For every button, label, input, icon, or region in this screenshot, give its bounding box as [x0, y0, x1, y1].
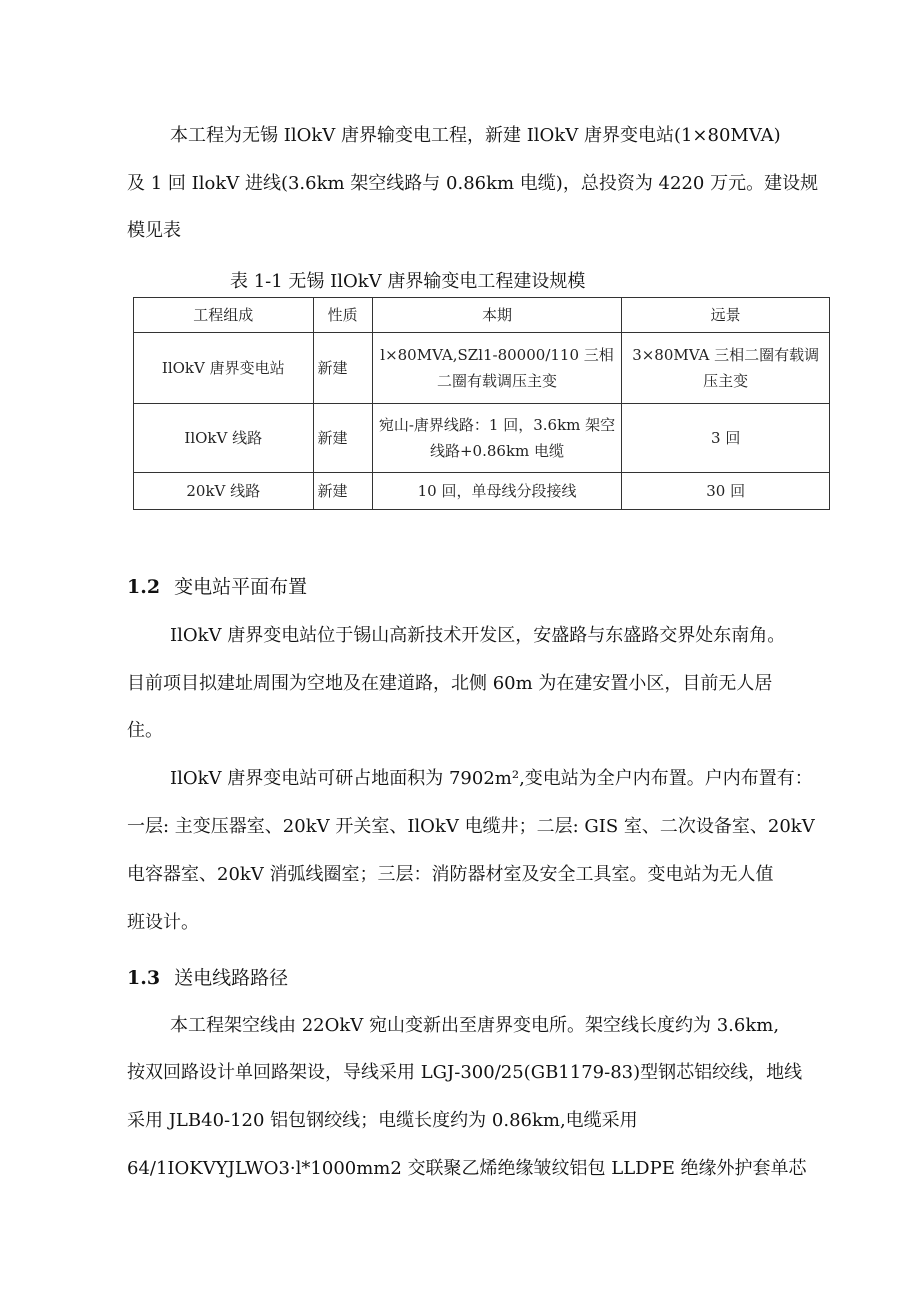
- section-heading-1-3: [127, 966, 847, 990]
- text-line: 按双回路设计单回路架设，导线采用 LGJ-300∕25(GB1179-83)型钢芯铝绞线，地线: [127, 1062, 803, 1083]
- text-line: 模见表: [127, 220, 181, 241]
- table-cell: 3×80MVA 三相二圈有载调压主变: [622, 333, 830, 404]
- text-line: IlOkV 唐界变电站位于锡山高新技术开发区，安盛路与东盛路交界处东南角。: [170, 625, 786, 646]
- text-line: IlOkV 唐界变电站可研占地面积为 7902m²,变电站为全户内布置。户内布置有：: [170, 768, 813, 789]
- table-row: [134, 404, 830, 473]
- text-line: 一层: 主变压器室、20kV 开关室、IlOkV 电缆井；二层: GIS 室、二次设备室、20kV: [127, 816, 815, 837]
- text-line: 及 1 回 IlokV 进线(3.6km 架空线路与 0.86km 电缆)，总投资为 4220 万元。建设规: [127, 173, 819, 194]
- text-line: 64/1IOKVYJLWO3·l*1000mm2 交联聚乙烯绝缘皱纹铝包 LLDPE 绝缘外护套单芯: [127, 1158, 807, 1179]
- construction-scale-table: [133, 297, 830, 510]
- text-line: 住。: [127, 720, 163, 741]
- text-line: 班设计。: [127, 912, 199, 933]
- text-line: 本工程架空线由 22OkV 宛山变新出至唐界变电所。架空线长度约为 3.6km,: [170, 1015, 780, 1036]
- text-line: 电容器室、20kV 消弧线圈室；三层：消防器材室及安全工具室。变电站为无人值: [127, 864, 774, 885]
- table-cell: IlOkV 唐界变电站: [134, 333, 314, 404]
- table-row: [134, 333, 830, 404]
- table-header-cell: 本期: [372, 298, 622, 333]
- section-title: 变电站平面布置: [174, 576, 308, 598]
- section-heading-1-2: [127, 575, 847, 599]
- table-header-cell: 工程组成: [134, 298, 314, 333]
- table-cell: 新建: [313, 473, 372, 510]
- table-cell: 新建: [313, 404, 372, 473]
- table-header-row: [134, 298, 830, 333]
- table-cell: 20kV 线路: [134, 473, 314, 510]
- table-cell: 10 回，单母线分段接线: [372, 473, 622, 510]
- section-number: 1.2: [127, 576, 161, 598]
- table-header-cell: 性质: [313, 298, 372, 333]
- table-header-cell: 远景: [622, 298, 830, 333]
- text-line: 本工程为无锡 IlOkV 唐界输变电工程，新建 IlOkV 唐界变电站(1×80MVA): [170, 125, 781, 146]
- table-cell: l×80MVA,SZl1-80000/110 三相二圈有载调压主变: [372, 333, 622, 404]
- table-cell: 30 回: [622, 473, 830, 510]
- table-cell: 3 回: [622, 404, 830, 473]
- table-row: [134, 473, 830, 510]
- table-cell: 宛山-唐界线路：1 回，3.6km 架空线路+0.86km 电缆: [372, 404, 622, 473]
- table-cell: 新建: [313, 333, 372, 404]
- text-line: 采用 JLB40-120 铝包钢绞线；电缆长度约为 0.86km,电缆采用: [127, 1110, 638, 1131]
- table-cell: IlOkV 线路: [134, 404, 314, 473]
- section-title: 送电线路路径: [174, 967, 289, 989]
- text-line: 目前项目拟建址周围为空地及在建道路，北侧 60m 为在建安置小区，目前无人居: [127, 673, 773, 694]
- table-caption: 表 1-1 无锡 IlOkV 唐界输变电工程建设规模: [230, 271, 586, 292]
- section-number: 1.3: [127, 967, 161, 989]
